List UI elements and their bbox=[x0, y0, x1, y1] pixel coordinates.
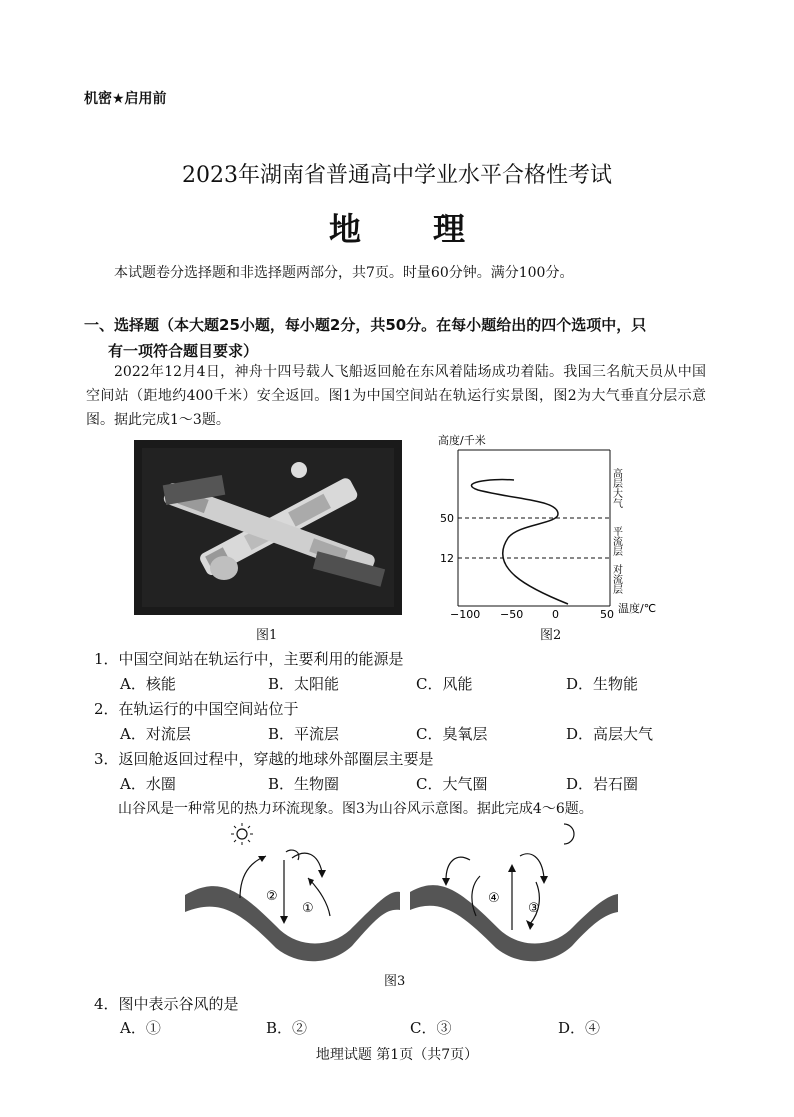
q4-option-c[interactable]: C．③ bbox=[410, 1019, 452, 1037]
q3-option-b[interactable]: B．生物圈 bbox=[268, 775, 340, 793]
figure-3-diagram bbox=[180, 820, 620, 970]
section-1-line-1: 一、选择题（本大题25小题，每小题2分，共50分。在每小题给出的四个选项中，只 bbox=[84, 316, 647, 334]
q4-option-d[interactable]: D．④ bbox=[558, 1019, 601, 1037]
fig2-xtick-0: −100 bbox=[450, 608, 481, 621]
space-station-image bbox=[134, 440, 402, 615]
valley-right bbox=[410, 885, 618, 961]
q3-option-a[interactable]: A．水圈 bbox=[120, 775, 176, 793]
valley-left bbox=[185, 886, 400, 961]
q4-stem: 4．图中表示谷风的是 bbox=[94, 995, 239, 1013]
fig2-ylabel: 高度/千米 bbox=[438, 434, 486, 447]
q4-option-b[interactable]: B．② bbox=[266, 1019, 308, 1037]
fig2-ytick-12: 12 bbox=[440, 552, 454, 565]
q3-option-d[interactable]: D．岩石圈 bbox=[566, 775, 639, 793]
subject-title bbox=[0, 204, 794, 250]
section-1-heading bbox=[84, 312, 724, 364]
q2-option-c[interactable]: C．臭氧层 bbox=[416, 725, 488, 743]
exam-title: 2023年湖南省普通高中学业水平合格性考试 bbox=[182, 163, 612, 188]
q4-option-a[interactable]: A．① bbox=[120, 1019, 161, 1037]
figure-3-caption: 图3 bbox=[384, 974, 406, 989]
fig2-ytick-50: 50 bbox=[440, 512, 454, 525]
figure-2-chart bbox=[418, 428, 698, 623]
subject-char-2: 理 bbox=[433, 210, 466, 248]
fig2-layer-mid: 平流层 bbox=[610, 526, 622, 556]
fig2-xtick-3: 50 bbox=[600, 608, 614, 621]
figure-2-caption: 图2 bbox=[540, 628, 562, 643]
q1-option-c[interactable]: C．风能 bbox=[416, 675, 473, 693]
subject-char-1: 地 bbox=[328, 210, 361, 248]
q2-option-d[interactable]: D．高层大气 bbox=[566, 725, 654, 743]
passage-2: 山谷风是一种常见的热力环流现象。图3为山谷风示意图。据此完成4～6题。 bbox=[118, 801, 593, 817]
q1-option-d[interactable]: D．生物能 bbox=[566, 675, 639, 693]
fig3-label-4: ④ bbox=[488, 891, 500, 906]
fig3-label-3: ③ bbox=[528, 901, 540, 916]
fig2-layer-top: 高层大气 bbox=[610, 468, 622, 508]
q1-option-b[interactable]: B．太阳能 bbox=[268, 675, 340, 693]
passage-1: 2022年12月4日，神舟十四号载人飞船返回舱在东风着陆场成功着陆。我国三名航天员从中国空间站（距地约400千米）安全返回。图1为中国空间站在轨运行实景图，图2为大气垂直分层示意图。据此完成1～3题。 bbox=[86, 364, 706, 428]
q2-option-b[interactable]: B．平流层 bbox=[268, 725, 340, 743]
fig2-xtick-2: 0 bbox=[552, 608, 559, 621]
figure-1-caption: 图1 bbox=[256, 628, 278, 643]
q2-option-a[interactable]: A．对流层 bbox=[120, 725, 191, 743]
moon-icon bbox=[564, 824, 574, 844]
fig2-xlabel: 温度/℃ bbox=[618, 602, 657, 615]
q3-stem: 3．返回舱返回过程中，穿越的地球外部圈层主要是 bbox=[94, 750, 434, 768]
q1-option-a[interactable]: A．核能 bbox=[120, 675, 176, 693]
fig3-label-2: ② bbox=[266, 889, 278, 904]
section-1-line-2: 有一项符合题目要求） bbox=[108, 342, 259, 360]
sun-icon bbox=[231, 823, 253, 845]
confidential-mark: 机密★启用前 bbox=[84, 91, 167, 107]
page-footer: 地理试题 第1页（共7页） bbox=[315, 1047, 479, 1063]
q1-stem: 1．中国空间站在轨运行中，主要利用的能源是 bbox=[94, 650, 404, 668]
fig2-layer-bottom: 对流层 bbox=[610, 564, 622, 594]
fig2-xtick-1: −50 bbox=[500, 608, 524, 621]
q3-option-c[interactable]: C．大气圈 bbox=[416, 775, 488, 793]
temperature-curve bbox=[471, 480, 568, 604]
q2-stem: 2．在轨运行的中国空间站位于 bbox=[94, 700, 299, 718]
exam-intro: 本试题卷分选择题和非选择题两部分，共7页。时量60分钟。满分100分。 bbox=[114, 265, 574, 281]
fig3-label-1: ① bbox=[302, 901, 314, 916]
figure-1-photo bbox=[134, 440, 402, 615]
